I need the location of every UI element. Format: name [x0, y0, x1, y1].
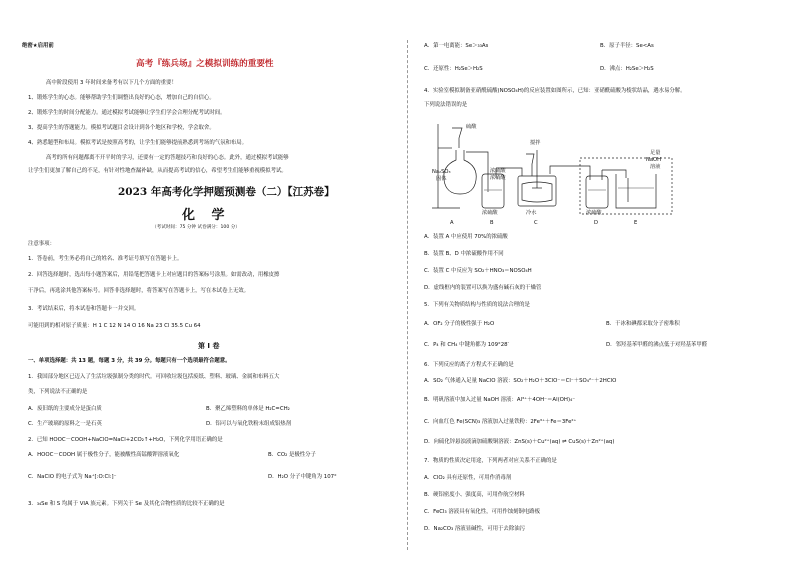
option-d: D．铝可以与氧化铁粉末组成铝热剂 [206, 421, 292, 427]
option-a: A．HOOC－COOH 属于极性分子，能被酸性高锰酸钾溶液氧化 [28, 452, 180, 458]
option-d: D．向硫化锌悬浊液滴加硫酸铜溶液：ZnS(s)＋Cu²⁺(aq) ⇌ CuS(s)＋Zn²⁺(aq) [424, 439, 615, 445]
question-stem: 4．实验室模拟制备亚硝酰硫酸(NOSO₄H)的反应装置如图所示，已知：亚硝酰硫酸为棱状结晶，遇水易分解。 [424, 88, 686, 94]
section-heading: 一、单项选择题：共 13 题，每题 3 分，共 39 分。每题只有一个选项最符合题意。 [28, 358, 231, 364]
intro-line: 3、提高学生的答题能力。模拟考试题目会设计到各个地区和学校，学会取舍。 [28, 125, 215, 131]
option-d: D．H₂O 分子中键角为 107° [268, 474, 337, 480]
option-a: A．装置 A 中应使用 70%的浓硫酸 [424, 234, 508, 240]
option-d: D．沸点：H₂Se＞H₂S [600, 66, 654, 72]
intro-title: 高考『练兵场』之模拟训练的重要性 [136, 59, 274, 69]
question-stem: 3．₃₄Se 和 S 均属于 VIA 族元素。下列关于 Se 及其化合物性质的比较不正确的是 [28, 501, 225, 507]
label-d: D [594, 220, 598, 226]
subject-title: 化 学 [182, 208, 231, 223]
atomic-masses: 可能用到的相对原子质量：H 1 C 12 N 14 O 16 Na 23 Cl 35.5 Cu 64 [28, 323, 201, 329]
option-c: C．还原性：H₂Se＞H₂S [424, 66, 483, 72]
exam-title: 2023 年高考化学押题预测卷（二）【江苏卷】 [118, 186, 335, 198]
label-conc-d: 浓硫酸 [586, 210, 602, 216]
option-c: C．生产玻璃的原料之一是石英 [28, 421, 102, 427]
option-a: A．第一电离能：Se＞₃₃As [424, 43, 489, 49]
option-a: A．ClO₂ 具有还原性，可用作消毒剂 [424, 475, 512, 481]
intro-line: 1、锻炼学生的心态。能够帮助学生们调整出良好的心态，增加自己的自信心。 [28, 95, 215, 101]
label-b: B [490, 220, 494, 226]
label-na2so3: Na₂SO₃ [432, 169, 451, 175]
option-c: C．装置 C 中反应为 SO₂＋HNO₃＝NOSO₄H [424, 268, 532, 274]
exam-info: （考试时间：75 分钟 试卷满分：100 分） [152, 225, 240, 230]
notice-item: 2．回答选择题时，选出每小题答案后，用铅笔把答题卡上对应题目的答案标号涂黑。如需改动，用橡皮擦 [28, 272, 280, 278]
apparatus-figure [430, 118, 678, 228]
label-solid: 固体 [436, 176, 447, 182]
option-d: D．虚线框内的装置可以换为盛有碱石灰的干燥管 [424, 285, 542, 291]
notice-item: 干净后，再选涂其他答案标号。回答非选择题时，将答案写在答题卡上，写在本试卷上无效。 [28, 288, 250, 294]
option-b: B．干冰和碘都采取分子密堆积 [606, 321, 680, 327]
option-a: A．SO₂ 气体通入足量 NaClO 溶液：SO₂＋H₂O＋3ClO⁻＝Cl⁻＋SO₄²⁻＋2HClO [424, 378, 617, 384]
question-stem: 6．下列反应的离子方程式不正确的是 [424, 362, 514, 368]
option-a: A．废旧纸的主要成分是蛋白质 [28, 406, 102, 412]
label-conc1: 浓硫酸 [490, 168, 506, 174]
question-stem: 类，下列说法不正确的是 [28, 389, 88, 395]
option-b: B．明矾溶液中加入过量 NaOH 溶液：Al³⁺＋4OH⁻＝Al(OH)₄⁻ [424, 397, 576, 403]
label-naoh-3: 溶液 [650, 164, 661, 170]
option-b: B．硬铝密度小、强度高，可用作航空材料 [424, 492, 525, 498]
intro-line: 高中阶段使用 3 年时间来备考有以下几个方面的重要！ [46, 80, 177, 86]
label-conc-b: 浓硫酸 [482, 210, 498, 216]
notice-item: 1．答卷前，考生务必将自己的姓名、准考证号填写在答题卡上。 [28, 256, 183, 262]
secret-label: 绝密★启用前 [22, 43, 54, 49]
option-d: D．邻羟基苯甲醛的沸点低于对羟基苯甲醛 [606, 342, 708, 348]
label-cold-water: 冷水 [526, 210, 537, 216]
option-c: C．NaClO 的电子式为 Na⁺[:O:Cl:]⁻ [28, 474, 117, 480]
intro-line: 4、熟悉题型和布局。模拟考试是按照高考的，让学生们能够提前熟悉到考场的气氛和布局。 [28, 140, 248, 146]
option-b: B．聚乙烯塑料的单体是 H₂C=CH₂ [206, 406, 290, 412]
intro-line: 高考的所有问题都离不开平时的学习，还要有一定的答题技巧和良好的心态。此外，通过模拟考试能够 [46, 155, 289, 161]
question-stem: 下列说法错误的是 [424, 102, 468, 108]
label-sulfuric: 硫酸 [466, 124, 477, 130]
column-divider [407, 40, 408, 550]
label-naoh-1: 足量 [650, 150, 661, 156]
notice-item: 3．考试结束后，将本试卷和答题卡一并交回。 [28, 306, 140, 312]
intro-line: 2、锻炼学生的时间分配能力。通过模拟考试能够让学生们学会合理分配考试时间。 [28, 110, 226, 116]
intro-line: 让学生们更加了解自己的不足，有针对性地查漏补缺，从而提高考试的信心，希望考生们能够重视模拟考试。 [28, 168, 287, 174]
option-d: D．Na₂CO₃ 溶液显碱性，可用于去除油污 [424, 526, 525, 532]
volume-heading: 第 Ⅰ 卷 [198, 342, 220, 350]
label-a: A [450, 220, 454, 226]
label-e: E [634, 220, 638, 226]
question-stem: 1．我国部分地区已迈入了生活垃圾强制分类的时代。可回收垃圾包括废纸、塑料、玻璃、金属和布料五大 [28, 374, 280, 380]
notice-heading: 注意事项： [28, 241, 55, 247]
label-stir: 搅拌 [530, 140, 541, 146]
question-stem: 2．已知 HOOC－COOH+NaClO=NaCl+2CO₂↑+H₂O，下列化学用语正确的是 [28, 437, 223, 443]
option-c: C．向血红色 Fe(SCN)₃ 溶液加入过量铁粉：2Fe³⁺＋Fe＝3Fe²⁺ [424, 419, 577, 425]
label-naoh-2: NaOH [646, 157, 662, 163]
option-c: C．FeCl₃ 溶液具有氧化性，可用作蚀刻铜电路板 [424, 509, 541, 515]
label-conc2: 浓硝酸 [490, 175, 506, 181]
option-a: A．OF₂ 分子的极性强于 H₂O [424, 321, 495, 327]
option-c: C．P₄ 和 CH₄ 中键角都为 109°28′ [424, 342, 509, 348]
question-stem: 7．物质的性质决定用途，下列两者对应关系不正确的是 [424, 458, 557, 464]
question-stem: 5．下列有关物质结构与性质的说法合理的是 [424, 302, 530, 308]
option-b: B．装置 B、D 中浓硫酸作用不同 [424, 251, 504, 257]
option-b: B．原子半径：Se<As [600, 43, 654, 49]
label-c: C [534, 220, 538, 226]
option-b: B．CO₂ 是极性分子 [268, 452, 316, 458]
